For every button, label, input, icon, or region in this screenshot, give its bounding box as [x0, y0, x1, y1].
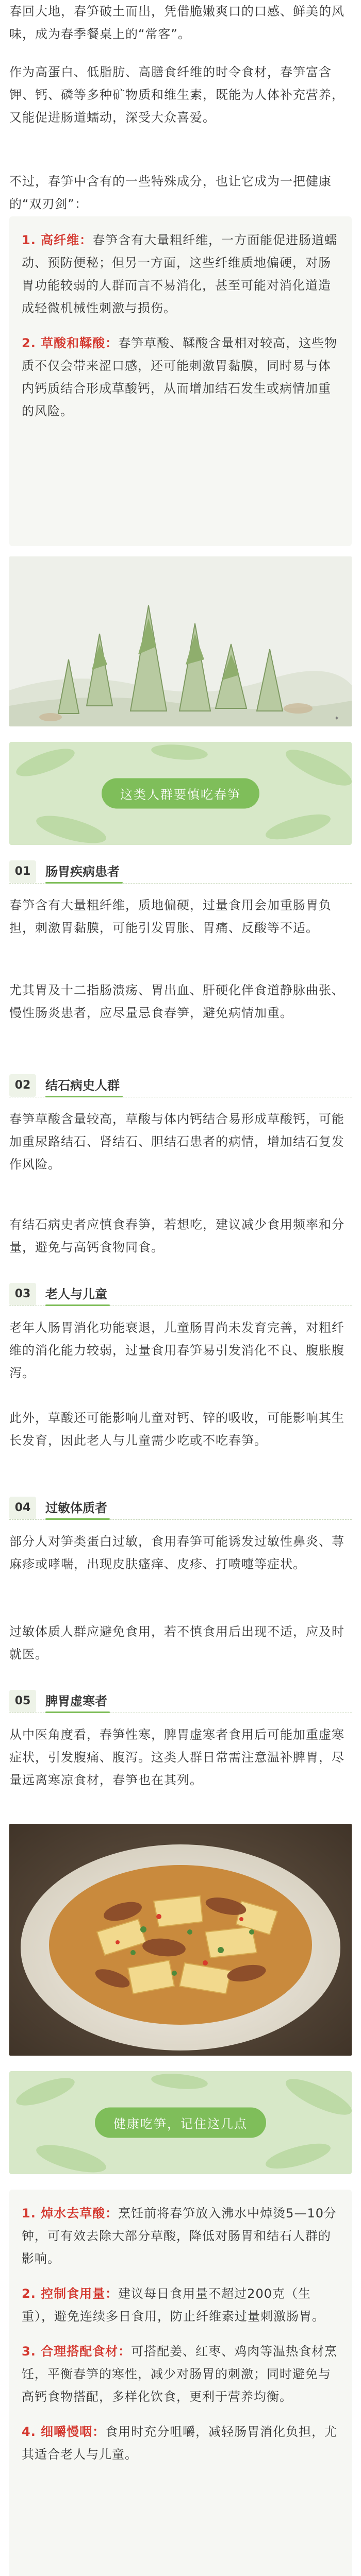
group-04-para-2: [9, 1620, 352, 1666]
tip-title: 3. 合理搭配食材：: [22, 2344, 132, 2359]
group-02-para-2: [9, 1213, 352, 1259]
callout-item-1: [22, 229, 339, 319]
callout-item-1-title: 1. 高纤维：: [22, 233, 93, 247]
group-paragraph: 尤其胃及十二指肠溃疡、胃出血、肝硬化伴食道静脉曲张、慢性肠炎患者，应尽量忌食春笋，避免病情加重。: [9, 983, 344, 1020]
intro-section-2: [9, 61, 352, 129]
tip-item-2: [22, 2282, 339, 2328]
stir-fry-photo: [9, 1824, 352, 2056]
group-header-02: [9, 1074, 352, 1097]
group-04-para-1: [9, 1530, 352, 1575]
group-paragraph: 此外，草酸还可能影响儿童对钙、锌的吸收，可能影响其生长发育，因此老人与儿童需少吃或不吃春笋。: [9, 1411, 344, 1448]
group-paragraph: 过敏体质人群应避免食用，若不慎食用后出现不适，应及时就医。: [9, 1624, 344, 1662]
tip-item-4: [22, 2420, 339, 2466]
section-title-pill-1: 这类人群要慎吃春笋: [102, 778, 259, 809]
group-header-03: [9, 1283, 352, 1306]
tip-title: 4. 细嚼慢咽：: [22, 2425, 106, 2439]
group-paragraph: 有结石病史者应慎食春笋，若想吃，建议减少食用频率和分量，避免与高钙食物同食。: [9, 1217, 344, 1255]
group-title: 老人与儿童: [45, 1287, 107, 1301]
section-banner-2: [9, 2071, 352, 2174]
title-underline: [45, 1518, 110, 1520]
group-05-para-1: [9, 1723, 352, 1791]
group-01-para-2: [9, 979, 352, 1024]
title-underline: [45, 1096, 123, 1097]
group-paragraph: 春笋含有大量粗纤维，质地偏硬，过量食用会加重肠胃负担，刺激胃黏膜，可能引发胃胀、胃痛、反酸等不适。: [9, 898, 332, 935]
group-02-para-1: [9, 1108, 352, 1176]
section-banner-1: [9, 742, 352, 845]
group-03-para-2: [9, 1406, 352, 1452]
tip-text: 建议每日食用量不超过200克（生重），避免连续多日食用，防止纤维素过量刺激肠胃。: [22, 2286, 325, 2324]
title-underline: [45, 1711, 110, 1713]
tip-item-3: [22, 2340, 339, 2408]
tip-title: 2. 控制食用量：: [22, 2286, 119, 2301]
group-header-05: [9, 1690, 352, 1713]
group-title: 结石病史人群: [45, 1078, 120, 1093]
intro-paragraph-1: 春回大地，春笋破土而出，凭借脆嫩爽口的口感、鲜美的风味，成为春季餐桌上的“常客”。: [9, 4, 344, 41]
callout-item-1-text: 春笋含有大量粗纤维，一方面能促进肠道蠕动、预防便秘；但另一方面，这些纤维质地偏硬，对肠胃功能较弱的人群而言不易消化，甚至可能对消化道造成轻微机械性刺激与损伤。: [22, 233, 338, 315]
group-01-para-1: [9, 894, 352, 939]
eating-tips-callout: [9, 2190, 352, 2576]
callout-item-2: [22, 332, 339, 422]
tip-text: 可搭配姜、红枣、鸡肉等温热食材烹饪，平衡春笋的寒性，减少对肠胃的刺激；同时避免与高钙食物搭配，多样化饮食，更利于营养均衡。: [22, 2344, 338, 2404]
group-number: 01: [9, 860, 36, 883]
section-title-pill-2: 健康吃笋，记住这几点: [95, 2108, 266, 2138]
group-header-01: [9, 860, 352, 884]
group-number: 02: [9, 1074, 36, 1097]
intro-paragraph-2: 作为高蛋白、低脂肪、高膳食纤维的时令食材，春笋富含钾、钙、磷等多种矿物质和维生素，既能为人体补充营养，又能促进肠道蠕动，深受大众喜爱。: [9, 65, 344, 125]
tip-title: 1. 焯水去草酸：: [22, 2206, 119, 2221]
group-number: 05: [9, 1690, 36, 1713]
bamboo-shoot-image: [9, 556, 352, 726]
group-number: 03: [9, 1283, 36, 1306]
group-paragraph: 从中医角度看，春笋性寒，脾胃虚寒者食用后可能加重虚寒症状，引发腹痛、腹泻。这类人群日常需注意温补脾胃，尽量远离寒凉食材，春笋也在其列。: [9, 1727, 344, 1787]
group-03-para-1: [9, 1316, 352, 1384]
callout-item-2-title: 2. 草酸和鞣酸：: [22, 336, 119, 350]
tip-text: 烹饪前将春笋放入沸水中焯烫5—10分钟，可有效去除大部分草酸，降低对肠胃和结石人群的影响。: [22, 2206, 337, 2266]
bamboo-shoot-dish-image: [9, 1824, 352, 2056]
bamboo-shoot-illustration: [9, 556, 352, 726]
callout-item-2-text: 春笋草酸、鞣酸含量相对较高，这些物质不仅会带来涩口感，还可能刺激胃黏膜，同时易与体内钙质结合形成草酸钙，从而增加结石发生或病情加重的风险。: [22, 336, 338, 418]
group-paragraph: 老年人肠胃消化功能衰退，儿童肠胃尚未发育完善，对粗纤维的消化能力较弱，过量食用春笋易引发消化不良、腹胀腹泻。: [9, 1320, 344, 1380]
group-title: 脾胃虚寒者: [45, 1694, 107, 1708]
group-title: 过敏体质者: [45, 1501, 107, 1515]
title-underline: [45, 1304, 110, 1306]
group-paragraph: 春笋草酸含量较高，草酸与体内钙结合易形成草酸钙，可能加重尿路结石、肾结石、胆结石患者的病情，增加结石复发作风险。: [9, 1112, 344, 1172]
intro-section: [9, 0, 352, 45]
group-header-04: [9, 1497, 352, 1520]
nutrition-callout: [9, 216, 352, 546]
svg-text:✦: ✦: [334, 715, 339, 722]
group-number: 04: [9, 1497, 36, 1519]
intro-section-3: [9, 170, 352, 215]
intro-paragraph-3: 不过，春笋中含有的一些特殊成分，也让它成为一把健康的“双刃剑”：: [9, 174, 332, 211]
tip-item-1: [22, 2202, 339, 2270]
title-underline: [45, 882, 123, 884]
group-paragraph: 部分人对笋类蛋白过敏，食用春笋可能诱发过敏性鼻炎、荨麻疹或哮喘，出现皮肤瘙痒、皮疹、打喷嚏等症状。: [9, 1534, 344, 1571]
group-title: 肠胃疾病患者: [45, 865, 120, 879]
tip-text: 食用时充分咀嚼，减轻肠胃消化负担，尤其适合老人与儿童。: [22, 2425, 338, 2462]
